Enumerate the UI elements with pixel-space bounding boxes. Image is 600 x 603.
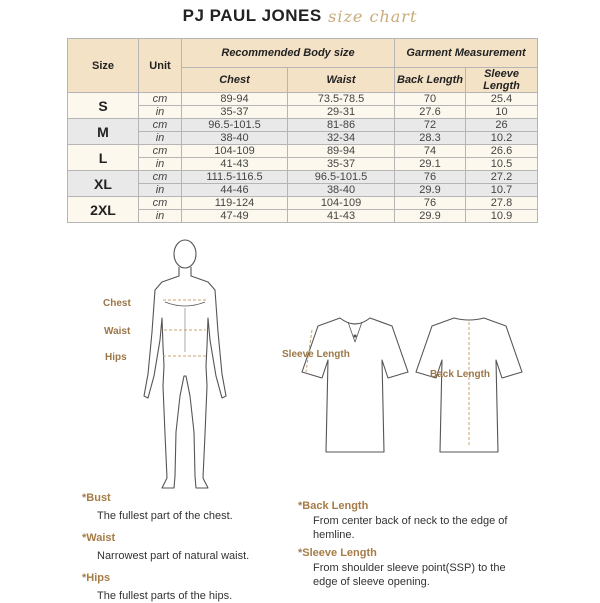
- header-waist: Waist: [288, 68, 395, 93]
- note-back-length-title: Back Length: [302, 500, 369, 512]
- back-length-cell: 74: [395, 145, 466, 158]
- unit-cell: in: [139, 158, 182, 171]
- table-row: [68, 158, 538, 171]
- notes-left: [82, 492, 292, 603]
- waist-cell: 35-37: [288, 158, 395, 171]
- waist-cell: 32-34: [288, 132, 395, 145]
- header-body-group: Recommended Body size: [182, 39, 395, 68]
- sleeve-length-cell: 27.8: [466, 197, 538, 210]
- waist-cell: 29-31: [288, 106, 395, 119]
- sleeve-length-cell: 26.6: [466, 145, 538, 158]
- chest-cell: 44-46: [182, 184, 288, 197]
- sleeve-length-cell: 10: [466, 106, 538, 119]
- sleeve-length-cell: 27.2: [466, 171, 538, 184]
- table-row: [68, 132, 538, 145]
- back-length-cell: 28.3: [395, 132, 466, 145]
- shirt-label-sleeve-length: Sleeve Length: [282, 349, 350, 360]
- size-label: M: [68, 119, 139, 145]
- sleeve-length-cell: 10.9: [466, 210, 538, 223]
- chest-cell: 89-94: [182, 93, 288, 106]
- unit-cell: cm: [139, 197, 182, 210]
- back-length-cell: 76: [395, 197, 466, 210]
- note-bust-title: Bust: [86, 492, 111, 504]
- waist-cell: 89-94: [288, 145, 395, 158]
- unit-cell: cm: [139, 119, 182, 132]
- waist-cell: 81-86: [288, 119, 395, 132]
- note-sleeve-length-title: Sleeve Length: [302, 547, 377, 559]
- back-length-cell: 29.9: [395, 184, 466, 197]
- body-label-chest: Chest: [103, 298, 131, 309]
- chest-cell: 96.5-101.5: [182, 119, 288, 132]
- note-back-length-desc: From center back of neck to the edge of hemline.: [313, 515, 508, 541]
- back-length-cell: 29.1: [395, 158, 466, 171]
- size-label: S: [68, 93, 139, 119]
- back-length-cell: 72: [395, 119, 466, 132]
- body-outline-figure: [130, 236, 240, 496]
- brand-header: [0, 6, 600, 32]
- note-hips-title: Hips: [86, 572, 111, 584]
- note-bust: *Bust The fullest part of the chest.: [82, 492, 292, 523]
- note-sleeve-length: *Sleeve Length From shoulder sleeve point(SSP) to the edge of sleeve opening.: [298, 547, 528, 589]
- note-hips: *Hips The fullest parts of the hips.: [82, 572, 292, 603]
- table-row: [68, 184, 538, 197]
- note-bust-desc: The fullest part of the chest.: [97, 510, 233, 522]
- table-row: [68, 210, 538, 223]
- size-label: L: [68, 145, 139, 171]
- unit-cell: in: [139, 132, 182, 145]
- unit-cell: in: [139, 184, 182, 197]
- notes-right: [298, 500, 528, 589]
- note-sleeve-length-desc: From shoulder sleeve point(SSP) to the edge of sleeve opening.: [313, 562, 506, 588]
- header-sleeve-length: Sleeve Length: [466, 68, 538, 93]
- back-length-cell: 27.6: [395, 106, 466, 119]
- table-row: [68, 119, 538, 132]
- waist-cell: 96.5-101.5: [288, 171, 395, 184]
- shirt-label-back-length: Back Length: [430, 369, 491, 380]
- waist-cell: 73.5-78.5: [288, 93, 395, 106]
- table-row: [68, 106, 538, 119]
- note-hips-desc: The fullest parts of the hips.: [97, 590, 233, 602]
- header-unit: Unit: [139, 39, 182, 93]
- unit-cell: in: [139, 210, 182, 223]
- sleeve-length-cell: 10.5: [466, 158, 538, 171]
- note-waist-desc: Narrowest part of natural waist.: [97, 550, 250, 562]
- shirt-front-figure: [300, 312, 410, 462]
- table-row: [68, 171, 538, 184]
- header-back-length: Back Length: [395, 68, 466, 93]
- back-length-cell: 29.9: [395, 210, 466, 223]
- sleeve-length-cell: 10.2: [466, 132, 538, 145]
- unit-cell: cm: [139, 145, 182, 158]
- header-chest: Chest: [182, 68, 288, 93]
- size-table: [67, 38, 538, 223]
- chest-cell: 104-109: [182, 145, 288, 158]
- sleeve-length-cell: 10.7: [466, 184, 538, 197]
- brand-script: size chart: [328, 6, 418, 26]
- body-label-hips: Hips: [105, 352, 127, 363]
- note-back-length: *Back Length From center back of neck to the edge of hemline.: [298, 500, 528, 542]
- back-length-cell: 76: [395, 171, 466, 184]
- chest-cell: 111.5-116.5: [182, 171, 288, 184]
- table-row: [68, 197, 538, 210]
- sleeve-length-cell: 26: [466, 119, 538, 132]
- table-row: [68, 93, 538, 106]
- unit-cell: in: [139, 106, 182, 119]
- header-garment-group: Garment Measurement: [395, 39, 538, 68]
- table-header-row: [68, 39, 538, 68]
- note-waist: *Waist Narrowest part of natural waist.: [82, 532, 292, 563]
- chest-cell: 41-43: [182, 158, 288, 171]
- waist-cell: 104-109: [288, 197, 395, 210]
- body-label-waist: Waist: [104, 326, 131, 337]
- brand-name: PJ PAUL JONES: [182, 6, 322, 25]
- chest-cell: 38-40: [182, 132, 288, 145]
- chest-cell: 35-37: [182, 106, 288, 119]
- size-label: 2XL: [68, 197, 139, 223]
- waist-cell: 41-43: [288, 210, 395, 223]
- chest-cell: 119-124: [182, 197, 288, 210]
- waist-cell: 38-40: [288, 184, 395, 197]
- header-size: Size: [68, 39, 139, 93]
- note-waist-title: Waist: [86, 532, 116, 544]
- unit-cell: cm: [139, 93, 182, 106]
- chest-cell: 47-49: [182, 210, 288, 223]
- shirt-back-figure: [414, 312, 524, 462]
- size-label: XL: [68, 171, 139, 197]
- back-length-cell: 70: [395, 93, 466, 106]
- sleeve-length-cell: 25.4: [466, 93, 538, 106]
- table-row: [68, 145, 538, 158]
- unit-cell: cm: [139, 171, 182, 184]
